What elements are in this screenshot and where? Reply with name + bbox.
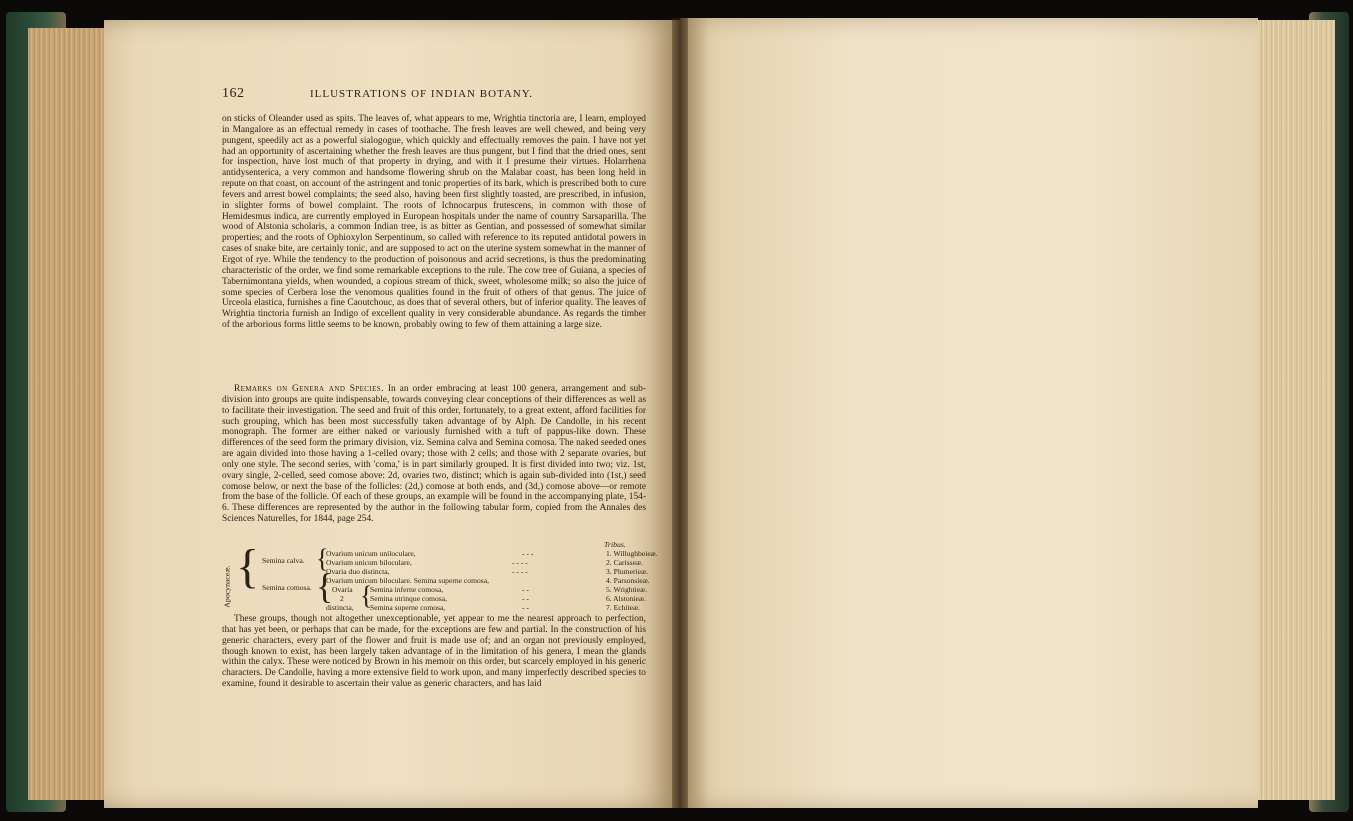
table-row-dash: - -	[522, 594, 529, 603]
tribe-label: 3. Plumerieæ.	[606, 567, 648, 576]
tribus-header: Tribus.	[604, 540, 626, 549]
paragraph-text: on sticks of Oleander used as spits. The leaves of, what appears to me, Wrightia tinctoria are, I learn, employed in Mangalore as an effectual remedy in cases of toothache. The fresh leaves are well chewed, and being very pungent, speedily act as a powerful sialogogue, which quickly and effectually removes the pain. I have not yet had an opportunity of ascertaining whether the fresh leaves are thus pungent, but I find that the dried ones, sent for inspection, have lost much of that property in drying, and with it I presume their virtues. Holarrhena antidysenterica, a very common and handsome flowering shrub on the Malabar coast, has been long held in repute on that coast, on account of the astringent and tonic properties of its bark, which is prescribed both to cure fevers and arrest bowel complaints; the seed also, having been first slightly toasted, are prescribed, in infusion, in slighter forms of bowel complaint. The roots of Ichnocarpus frutescens, in common with those of Hemidesmus indica, are currently employed in European hospitals under the name of country Sarsaparilla. The wood of Alstonia scholaris, a common Indian tree, is as bitter as Gentian, and possessed of somewhat similar properties; and the roots of Ophioxylon Serpentinum, so called with reference to its reputed antidotal powers in cases of snake bite, are certainly tonic, and are supposed to act on the uterine system somewhat in the manner of Ergot of rye. While the tendency to the production of poisonous and acrid secretions, is thus the predominating characteristic of the order, we find some remarkable exceptions to the rule. The cow tree of Guiana, a species of Tabernimontana yields, when wounded, a copious stream of thick, sweet, wholesome milk; so also the juice of some species of Cerbera lose the venomous qualities found in the fruit of others of that genus. The juice of Urceola elastica, furnishes a fine Caoutchouc, as does that of several others, but of inferior quality. The leaves of Wrightia tinctoria furnish an Indigo of excellent quality in very considerable abundance. As regards the timber of the arborious forms little seems to be known, probably owing to few of them attaining a large size.	[222, 114, 646, 331]
ovaria-label: Ovaria	[332, 585, 353, 594]
distincta-label: distincta,	[326, 603, 354, 612]
paragraph-1	[222, 114, 646, 331]
paragraph-3	[222, 614, 646, 690]
paragraph-text	[222, 384, 646, 525]
paragraph-2	[222, 384, 646, 525]
table-row-dash: - - - -	[512, 558, 528, 567]
tribe-label: 2. Carisseæ.	[606, 558, 643, 567]
two-label: 2	[340, 594, 344, 603]
tribe-label: 1. Willughbeieæ.	[606, 549, 658, 558]
paragraph-text: These groups, though not altogether unexceptionable, yet appear to me the nearest approach to perfection, that has yet been, or perhaps that can be made, for the exceptions are few and partial. In the construction of his generic characters, every part of the flower and fruit is made use of; and an organ not previously employed, though known to exist, has been largely taken advantage of in the limitation of his genera, I mean the glands within the calyx. These were noticed by Brown in his memoir on this order, but scarcely employed in his generic characters. De Candolle, having a more extensive field to work upon, and many imperfectly described species to examine, found it desirable to ascertain their value as generic characters, and has laid	[222, 614, 646, 690]
calva-brace: {	[316, 544, 329, 573]
section-heading: Remarks on Genera and Species.	[234, 384, 384, 394]
right-page-edges	[1255, 20, 1335, 800]
classification-table	[222, 540, 658, 614]
table-row-text: Ovarium unicum uniloculare,	[326, 549, 416, 558]
semina-calva-label: Semina calva.	[262, 556, 305, 565]
page-header	[222, 86, 646, 102]
tribe-label: 6. Alstonieæ.	[606, 594, 646, 603]
table-row-text: Ovarium unicum biloculare. Semina superne comosa,	[326, 576, 490, 585]
table-row-text: Semina utrinque comosa,	[370, 594, 447, 603]
family-text: Apocynaceæ.	[222, 565, 232, 608]
comosa-brace: {	[316, 566, 334, 606]
table-row-dash: - - -	[522, 549, 534, 558]
table-row-dash: - -	[522, 603, 529, 612]
tribe-label: 7. Echiteæ.	[606, 603, 640, 612]
tribe-label: 4. Parsonsieæ.	[606, 576, 650, 585]
table-row-text: Semina inferne comosa,	[370, 585, 444, 594]
table-row-dash: - -	[522, 585, 529, 594]
table-row-text: Ovarium unicum biloculare,	[326, 558, 412, 567]
running-title: ILLUSTRATIONS OF INDIAN BOTANY.	[310, 88, 534, 100]
right-page-blank	[680, 18, 1258, 808]
tribe-label: 5. Wrightieæ.	[606, 585, 648, 594]
table-row-dash: - - - -	[512, 567, 528, 576]
page-number: 162	[222, 86, 245, 101]
ovaria-brace: {	[360, 581, 373, 610]
paragraph-body: In an order embracing at least 100 genera, arrangement and sub-division into groups are quite indispensable, towards conveying clear conceptions of their differences as well as to facilitate their investigation. The seed and fruit of this order, fortunately, to a great extent, afford facilities for such grouping, which has been most successfully taken advantage of by Alph. De Candolle, in his recent monograph. The former are either naked or variously furnished with a tuft of pappus-like down. These differences of the seed form the primary division, viz. Semina calva and Semina comosa. The naked seeded ones are again divided into those having a 1-celled ovary; those with 2 cells; and those with 2 separate ovaries, but only one style. The second series, with 'coma,' is in part similarly grouped. It is first divided into two; viz. 1st, ovary single, 2-celled, seed comose above: 2d, ovaries two, distinct; which is again sub-divided into (1st,) seed comose below, or next the base of the follicles: (2d,) comose at both ends, and (3d,) comose above—or remote from the base of the follicle. Of each of these groups, an example will be found in the accompanying plate, 154-6. These differences are represented by the author in the following tabular form, copied from the Annales des Sciences Naturelles, for 1844, page 254.	[222, 384, 646, 525]
table-row-text: Semina superne comosa,	[370, 603, 446, 612]
family-brace: {	[236, 540, 260, 593]
left-page-edges	[28, 28, 112, 800]
book-gutter	[672, 18, 688, 808]
family-label	[224, 564, 234, 614]
semina-comosa-label: Semina comosa.	[262, 583, 312, 592]
table-row-text: Ovaria duo distincta,	[326, 567, 390, 576]
